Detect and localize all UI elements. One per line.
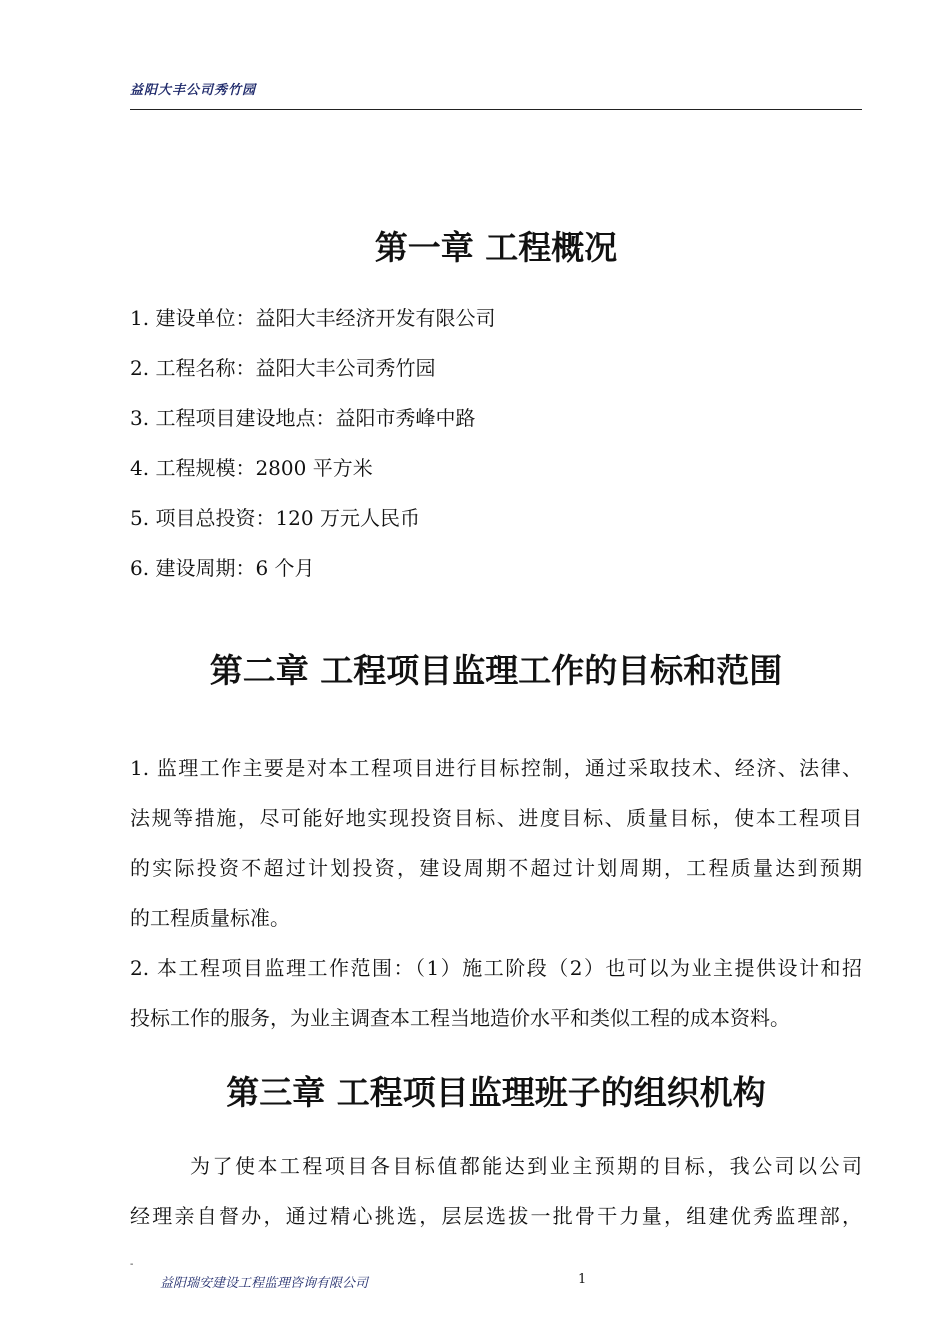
chapter-2-line: 投标工作的服务，为业主调查本工程当地造价水平和类似工程的成本资料。: [130, 1006, 790, 1030]
chapter-2-line: 1. 监理工作主要是对本工程项目进行目标控制，通过采取技术、经济、法律、: [130, 756, 862, 780]
footer-company: 益阳瑞安建设工程监理咨询有限公司: [160, 1276, 369, 1291]
chapter-1-item: 2. 工程名称：益阳大丰公司秀竹园: [130, 356, 436, 380]
chapter-1-item: 1. 建设单位：益阳大丰经济开发有限公司: [130, 306, 496, 330]
chapter-1-item: 3. 工程项目建设地点：益阳市秀峰中路: [130, 406, 476, 430]
header-rule: [130, 109, 862, 110]
chapter-1-item: 6. 建设周期：6 个月: [130, 556, 315, 580]
chapter-1-item: 5. 项目总投资：120 万元人民币: [130, 506, 420, 530]
chapter-2-line: 的实际投资不超过计划投资，建设周期不超过计划周期，工程质量达到预期: [130, 856, 862, 880]
chapter-1-item: 4. 工程规模：2800 平方米: [130, 456, 373, 480]
chapter-3-line: 经理亲自督办，通过精心挑选，层层选拔一批骨干力量，组建优秀监理部，: [130, 1204, 862, 1228]
page-header: 益阳大丰公司秀竹园: [130, 83, 257, 98]
chapter-2-title: 第二章 工程项目监理工作的目标和范围: [209, 651, 783, 690]
footer-mark: -: [130, 1259, 134, 1270]
chapter-2-line: 的工程质量标准。: [130, 906, 290, 930]
chapter-3-title: 第三章 工程项目监理班子的组织机构: [226, 1073, 766, 1112]
chapter-2-line: 法规等措施，尽可能好地实现投资目标、进度目标、质量目标，使本工程项目: [130, 806, 862, 830]
chapter-3-line: 为了使本工程项目各目标值都能达到业主预期的目标，我公司以公司: [190, 1154, 862, 1178]
page-number: 1: [578, 1272, 587, 1287]
chapter-2-line: 2. 本工程项目监理工作范围：（1）施工阶段（2）也可以为业主提供设计和招: [130, 956, 862, 980]
chapter-1-title: 第一章 工程概况: [374, 228, 618, 267]
